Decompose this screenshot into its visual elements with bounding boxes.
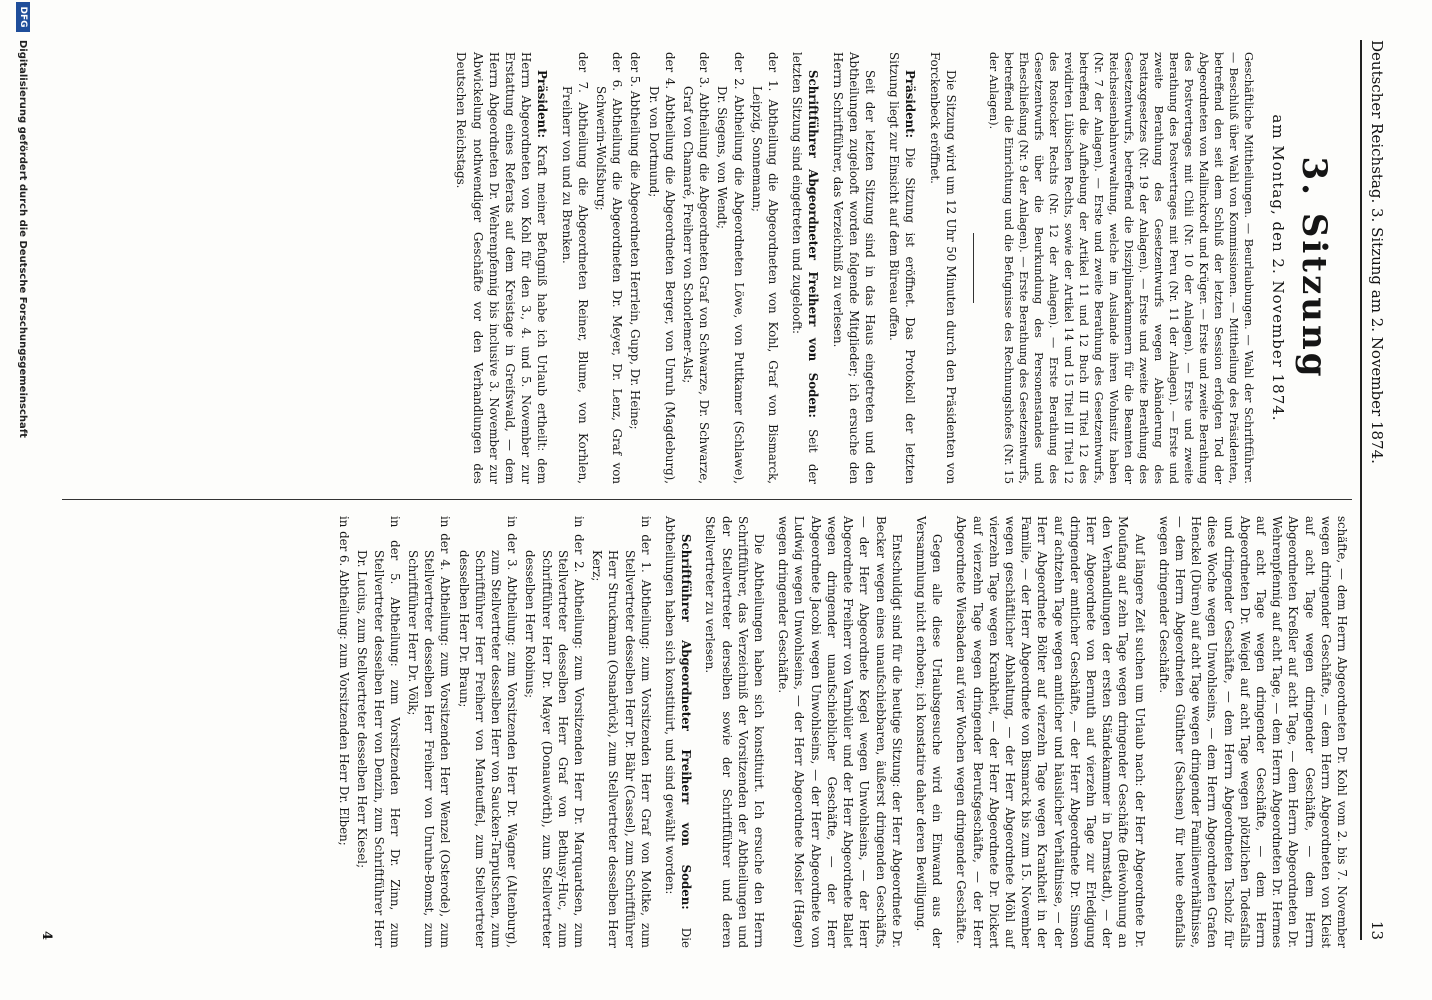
list-item: in der 3. Abtheilung: zum Vorsitzenden Herr Dr. Wagner (Altenburg), zum Stellvertreter desselben Herr von Saucken-Tarputschen, zum Schriftführer Herr Freiherr von Manteuffel, zum Stellvertreter desselben Herr Dr. Braun; xyxy=(456,516,520,948)
paragraph: Seit der letzten Sitzung sind in das Haus eingetreten und den Abtheilungen zugelooft worden folgende Mitglieder; ich ersuche den Herrn Schriftführer, das Verzeichniß zu verlesen. xyxy=(830,52,877,484)
list-item: in der 6. Abtheilung: zum Vorsitzenden Herr Dr. Elben; xyxy=(337,516,352,846)
list-item: der 6. Abtheilung die Abgeordneten Dr. Meyer, Dr. Lenz, Graf von Schwerin-Wolfsburg; xyxy=(593,52,625,484)
session-title: 3. Sitzung xyxy=(1294,156,1334,380)
dfg-logo: DFG xyxy=(16,2,30,32)
paragraph: Auf längere Zeit suchen um Urlaub nach: der Herr Abgeordnete Dr. Moufang auf zehn Tage wegen dringender Geschäfte (Beiwohnung an den Verhandlungen der ersten Ständekammer in Darmstadt), — der Herr Abgeordnete von Bernuth auf vierzehn Tage zur Erledigung dringender amtlicher Geschäfte, — der Herr Abgeordnete Dr. Simson auf achtzehn Tage wegen amtlicher und häuslicher Verhältnisse, — der Herr Abgeordnete Bölter auf vierzehn Tage wegen Krankheit in der Familie, — der Herr Abgeordnete von Bismarck bis zum 15. November wegen geschäftlicher Abhaltung, — der Herr Abgeordnete Möhl auf vierzehn Tage wegen Krankheit, — der Herr Abgeordnete Dr. Dickert auf vierzehn Tage wegen dringender Berufsgeschäfte, — der Herr Abgeordnete Wiesbaden auf vier Wochen wegen dringender Geschäfte. xyxy=(954,516,1147,948)
committee-list xyxy=(336,516,654,948)
list-item: in der 2. Abtheilung: zum Vorsitzenden Herr Dr. Marquardsen, zum Stellvertreter desselben Herr Graf von Bethusy-Huc, zum Schriftführer Herr Dr. Mayer (Donauwörth), zum Stellvertreter desselben Herr Robinus; xyxy=(523,516,587,948)
agenda-summary: Geschäftliche Mittheilungen. — Beurlaubungen. — Wahl der Schriftführer. — Beschluß über Wahl von Kommissionen. — Mittheilung des Präsidenten, betreffend den seit dem Schluß der letzten Session erfolgten Tod der Abgeordneten von Mallinckrodt und Krüger. — Erste und zweite Berathung des Postvertrages mit Chili (Nr. 10 der Anlagen). — Erste und zweite Berathung des Postvertrages mit Peru (Nr. 11 der Anlagen). — Erste und zweite Berathung des Gesetzentwurfs wegen Abänderung des Posttaxgesetzes (Nr. 19 der Anlagen). — Erste und zweite Berathung des Gesetzentwurfs, betreffend die Disziplinarkammern für die Beamten der Reichseisenbahnverwaltung, welche im Auslande ihren Wohnsitz haben (Nr. 7 der Anlagen). — Erste und zweite Berathung des Gesetzentwurfs, betreffend die Aufhebung der Artikel 11 und 12 Buch III Titel 12 des revidirten Lübischen Rechts, sowie der Artikel 14 und 15 Titel III Titel 12 des Rostocker Rechts (Nr. 12 der Anlagen). — Erste Berathung des Gesetzentwurfs über die Beurkundung des Personenstandes und Eheschließung (Nr. 9 der Anlagen). — Erste Berathung des Gesetzentwurfs, betreffend die Einrichtung und die Befugnisse des Rechnungshofes (Nr. 15 der Anlagen). xyxy=(986,52,1255,484)
list-item: der 4. Abtheilung die Abgeordneten Berger, von Unruh (Magdeburg), Dr. von Dortmund; xyxy=(646,52,677,484)
paragraph: Gegen alle diese Urlaubsgesuche wird ein Einwand aus der Versammlung nicht erhoben; ich konstatire daher deren Bewilligung. xyxy=(913,516,945,948)
paragraph: Die Sitzung wird um 12 Uhr 50 Minuten durch den Präsidenten von Forckenbeck eröffnet. xyxy=(927,52,958,484)
left-column xyxy=(445,52,1350,484)
paragraph: Präsident: Kraft meiner Befugniß habe ich Urlaub ertheilt: dem Herrn Abgeordneten von Kohl für den 3., 4. und 5. November zur Erstattung eines Referats auf dem Kreistage in Greifswald, — dem Herrn Abgeordneten Dr. Wehrenpfennig bis inclusive 3. November zur Abwickelung nothwendiger Geschäfte vor den Verhandlungen des Deutschen Reichstags. xyxy=(454,52,550,484)
column-divider xyxy=(62,499,1352,500)
list-item: in der 5. Abtheilung: zum Vorsitzenden Herr Dr. Zinn, zum Stellvertreter desselben Herr von Denzin, zum Schriftführer Herr Dr. Lucius, zum Stellvertreter desselben Herr Kiesel; xyxy=(355,516,402,948)
running-header xyxy=(1360,40,1392,940)
paragraph: Die Abtheilungen haben sich konstituirt. Ich ersuche den Herrn Schriftführer, das Verzeichniß der Vorsitzenden der Abtheilungen und der Stellvertreter derselben sowie der Schriftführer und deren Stellvertreter zu verlesen. xyxy=(703,516,767,948)
list-item: in der 1. Abtheilung: zum Vorsitzenden Herr Graf von Moltke, zum Stellvertreter desselben Herr Dr. Bähr (Cassel), zum Schriftführer Herr Struckmann (Osnabrück), zum Stellvertreter desselben Herr Kerz; xyxy=(590,516,653,948)
running-title: Deutscher Reichstag. 3. Sitzung am 2. November 1874. xyxy=(1368,40,1386,464)
page-number: 13 xyxy=(1368,920,1386,940)
session-date: am Montag, den 2. November 1874. xyxy=(1269,114,1287,422)
paragraph: Schriftführer Abgeordneter Freiherr von Soden: Seit der letzten Sitzung sind eingetreten und zugelooft: xyxy=(790,52,821,485)
paragraph: Entschuldigt sind für die heutige Sitzung: der Herr Abgeordnete Dr. Becker wegen eines unaufschiebbaren, äußerst dringenden Geschäfts, — der Herr Abgeordnete Kegel wegen Unwohlseins, — der Herr Abgeordnete Freiherr von Varnbüler und der Herr Abgeordnete Ballet wegen dringender unaufschieblicher Geschäfte, — der Herr Abgeordnete Jacobi wegen Unwohlseins, — der Herr Abgeordnete von Ludwig wegen Unwohlseins, — der Herr Abgeordnete Mosler (Hagen) wegen dringender Geschäfte. xyxy=(776,516,904,948)
list-item: in der 4. Abtheilung: zum Vorsitzenden Herr Wenzel (Osterode), zum Stellvertreter desselben Herr Freiherr von Unruhe-Bomst, zum Schriftführer Herr Dr. Völk; xyxy=(406,516,453,948)
list-item: der 1. Abtheilung die Abgeordneten von Kohl, Graf von Bismarck, Leipzig, Sonnemann; xyxy=(749,52,780,484)
section-rule xyxy=(973,233,974,303)
list-item: der 2. Abtheilung die Abgeordneten Löwe, von Puttkamer (Schlawe), Dr. Siegens, von Wendt; xyxy=(715,52,746,484)
list-item: der 5. Abtheilung die Abgeordneten Herrlein, Gupp, Dr. Heine; xyxy=(628,52,643,430)
paragraph: schäfte, — dem Herrn Abgeordneten Dr. Kohl vom 2. bis 7. November wegen dringender Geschäfte, — dem Herrn Abgeordneten von Kleist auf acht Tage wegen dringender Geschäfte, — dem Herrn Abgeordneten Kreßler auf acht Tage, — dem Herrn Abgeordneten Dr. Wehrenpfennig auf acht Tage, — dem Herrn Abgeordneten Dr. Hermes auf acht Tage wegen dringender Geschäfte, — dem Herrn Abgeordneten Dr. Weigel auf acht Tage wegen plötzlichen Todesfalls und dringender Geschäfte, — dem Herrn Abgeordneten Tscholz für diese Woche wegen Unwohlseins, — dem Herrn Abgeordneten Grafen Henckel (Düren) auf acht Tage wegen dringender Familienverhältnisse, — dem Herrn Abgeordneten Günther (Sachsen) für heute ebenfalls wegen dringender Geschäfte. xyxy=(1156,516,1349,948)
member-list xyxy=(558,52,781,484)
list-item: der 7. Abtheilung die Abgeordneten Reiner, Blume, von Korhlen, Freiherr von und zu Brenken. xyxy=(559,52,590,484)
digitization-note: Digitalisierung gefördert durch die Deutsche Forschungsgemeinschaft xyxy=(17,40,28,438)
signature-mark: 4 xyxy=(39,930,54,940)
paragraph: Präsident: Die Sitzung ist eröffnet. Das Protokoll der letzten Sitzung liegt zur Einsicht auf dem Büreau offen. xyxy=(887,52,918,485)
list-item: der 3. Abtheilung die Abgeordneten Graf von Schwarze, Dr. Schwarze, Graf von Chamaré, Freiherr von Schorlemer-Alst; xyxy=(680,52,712,484)
paragraph: Schriftführer Abgeordneter Freiherr von Soden: Die Abtheilungen haben sich konstituirt, und sind gewählt worden: xyxy=(663,516,694,948)
right-column xyxy=(328,516,1350,948)
